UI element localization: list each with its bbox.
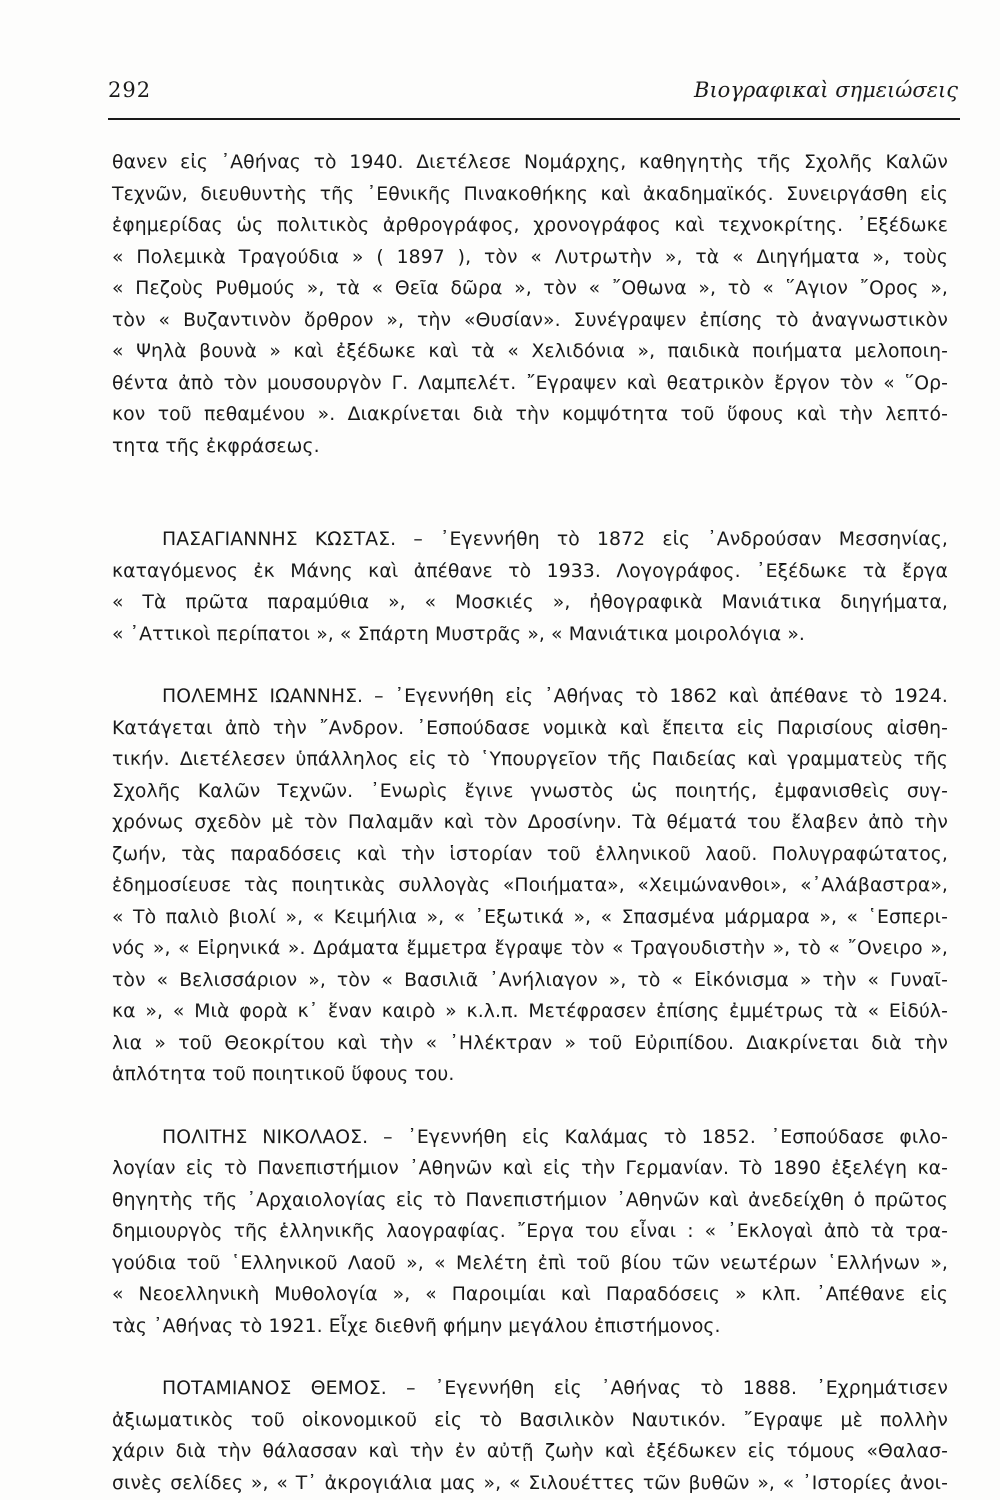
text-line: « Νεοελληνικὴ Μυθολογία », « Παροιμίαι καὶ Παραδόσεις » κλπ. ᾿Απέθανε εἰς [112,1284,948,1305]
running-head: Βιογραφικαὶ σημειώσεις [694,78,958,102]
page-header [108,78,958,114]
text-line: τικήν. Διετέλεσεν ὑπάλληλος εἰς τὸ ῾Υπουργεῖον τῆς Παιδείας καὶ γραμματεὺς τῆς [112,749,948,770]
text-line: γούδια τοῦ ῾Ελληνικοῦ Λαοῦ », « Μελέτη ἐπὶ τοῦ βίου τῶν νεωτέρων ῾Ελλήνων », [112,1252,948,1274]
text-line: τὰς ᾿Αθήνας τὸ 1921. Εἶχε διεθνῆ φήμην μεγάλου ἐπιστήμονος. [112,1315,721,1337]
entry-heading-line: ΠΟΛΕΜΗΣ ΙΩΑΝΝΗΣ. – ᾿Εγεννήθη εἰς ᾿Αθήνας τὸ 1862 καὶ ἀπέθανε τὸ 1924. [162,686,948,707]
text-line: ἁπλότητα τοῦ ποιητικοῦ ὕφους του. [112,1064,455,1085]
text-line: σινὲς σελίδες », « Τ᾿ ἀκρογιάλια μας », « Σιλουέττες τῶν βυθῶν », « ᾿Ιστορίες ἀνοι- [112,1472,948,1494]
text-line: Τεχνῶν, διευθυντὴς τῆς ᾿Εθνικῆς Πινακοθήκης καὶ ἀκαδημαϊκός. Συνειργάσθη εἰς [112,183,948,205]
text-line: « Πεζοὺς Ρυθμούς », τὰ « Θεῖα δῶρα », τὸν « ῎Οθωνα », τὸ « ῞Αγιον ῎Ορος », [112,278,948,299]
text-line: « ᾿Αττικοὶ περίπατοι », « Σπάρτη Μυστρᾶς », « Μανιάτικα μοιρολόγια ». [112,623,806,645]
entry-potamianos [112,1373,948,1499]
entry-gap [112,650,948,681]
text-line: ἐφημερίδας ὡς πολιτικὸς ἀρθρογράφος, χρονογράφος καὶ τεχνοκρίτης. ᾿Εξέδωκε [112,215,948,236]
entry-heading-line: ΠΟΛΙΤΗΣ ΝΙΚΟΛΑΟΣ. – ᾿Εγεννήθη εἰς Καλάμας τὸ 1852. ᾿Εσπούδασε φιλο- [162,1126,948,1148]
text-line: τὸν « Βυζαντινὸν ὄρθρον », τὴν «Θυσίαν». Συνέγραψεν ἐπίσης τὸ ἀναγνωστικὸν [112,309,948,331]
text-line: θηγητὴς τῆς ᾿Αρχαιολογίας εἰς τὸ Πανεπιστήμιον ᾿Αθηνῶν καὶ ἀνεδείχθη ὁ πρῶτος [112,1189,948,1211]
entry-gap [112,493,948,524]
text-line: νός », « Εἰρηνικά ». Δράματα ἔμμετρα ἔγραψε τὸν « Τραγουδιστὴν », τὸ « ῎Ονειρο », [112,938,948,959]
text-line: καταγόμενος ἐκ Μάνης καὶ ἀπέθανε τὸ 1933. Λογογράφος. ᾿Εξέδωκε τὰ ἔργα [112,560,948,582]
text-line: ἀξιωματικὸς τοῦ οἰκονομικοῦ εἰς τὸ Βασιλικὸν Ναυτικόν. ῎Εγραψε μὲ πολλὴν [112,1409,948,1431]
entry-polemis [112,681,948,1091]
entry-heading-line: ΠΟΤΑΜΙΑΝΟΣ ΘΕΜΟΣ. – ᾿Εγεννήθη εἰς ᾿Αθήνας τὸ 1888. ᾿Εχρημάτισεν [162,1378,948,1399]
text-line: χάριν διὰ τὴν θάλασσαν καὶ τὴν ἐν αὐτῇ ζωὴν καὶ ἐξέδωκεν εἰς τόμους «Θαλασ- [112,1441,948,1462]
text-line: « Πολεμικὰ Τραγούδια » ( 1897 ), τὸν « Λυτρωτὴν », τὰ « Διηγήματα », τοὺς [112,246,948,268]
text-line: « Τὰ πρῶτα παραμύθια », « Μοσκιές », ἠθογραφικὰ Μανιάτικα διηγήματα, [112,592,948,613]
text-line: « Τὸ παλιὸ βιολί », « Κειμήλια », « ᾿Εξωτικά », « Σπασμένα μάρμαρα », « ῾Εσπερι- [112,906,948,928]
header-rule [108,118,960,120]
text-line: κον τοῦ πεθαμένου ». Διακρίνεται διὰ τὴν κομψότητα τοῦ ὕφους καὶ τὴν λεπτό- [112,404,948,425]
text-line: χρόνως σχεδὸν μὲ τὸν Παλαμᾶν καὶ τὸν Δροσίνην. Τὰ θέματά του ἔλαβεν ἀπὸ τὴν [112,812,948,833]
text-line: λια » τοῦ Θεοκρίτου καὶ τὴν « ᾿Ηλέκτραν » τοῦ Εὐριπίδου. Διακρίνεται διὰ τὴν [112,1032,948,1054]
text-line: τὸν « Βελισσάριον », τὸν « Βασιλιᾶ ᾿Ανήλιαγον », τὸ « Εἰκόνισμα » τὴν « Γυναῖ- [112,969,948,991]
text-line: ἐδημοσίευσε τὰς ποιητικὰς συλλογὰς «Ποιήματα», «Χειμώνανθοι», «᾿Αλάβαστρα», [112,875,948,896]
entry-gap [112,462,948,493]
text-line: θέντα ἀπὸ τὸν μουσουργὸν Γ. Λαμπελέτ. ῎Εγραψεν καὶ θεατρικὸν ἔργον τὸν « ῞Ορ- [112,372,948,394]
text-line: τητα τῆς ἐκφράσεως. [112,435,320,457]
text-line: λογίαν εἰς τὸ Πανεπιστήμιον ᾿Αθηνῶν καὶ εἰς τὴν Γερμανίαν. Τὸ 1890 ἐξελέγη κα- [112,1158,948,1179]
page-number: 292 [108,78,152,102]
text-line: δημιουργὸς τῆς ἑλληνικῆς λαογραφίας. ῎Εργα του εἶναι : « ᾿Εκλογαὶ ἀπὸ τὰ τρα- [112,1221,948,1242]
entry-politis [112,1122,948,1343]
entry-pasagiannis [112,524,948,650]
text-line: θανεν εἰς ᾿Αθήνας τὸ 1940. Διετέλεσε Νομάρχης, καθηγητὴς τῆς Σχολῆς Καλῶν [112,152,948,173]
entry-gap [112,1091,948,1122]
body-text [112,147,948,1499]
entry-continuation [112,147,948,462]
text-line: Σχολῆς Καλῶν Τεχνῶν. ᾿Ενωρὶς ἔγινε γνωστὸς ὡς ποιητής, ἐμφανισθεὶς συγ- [112,780,948,802]
entry-gap [112,1342,948,1373]
text-line: « Ψηλὰ βουνὰ » καὶ ἐξέδωκε καὶ τὰ « Χελιδόνια », παιδικὰ ποιήματα μελοποιη- [112,341,948,362]
entry-heading-line: ΠΑΣΑΓΙΑΝΝΗΣ ΚΩΣΤΑΣ. – ᾿Εγεννήθη τὸ 1872 εἰς ᾿Ανδρούσαν Μεσσηνίας, [162,529,948,550]
text-line: ζωήν, τὰς παραδόσεις καὶ τὴν ἱστορίαν τοῦ ἑλληνικοῦ λαοῦ. Πολυγραφώτατος, [112,843,948,865]
text-line: Κατάγεται ἀπὸ τὴν ῎Ανδρον. ᾿Εσπούδασε νομικὰ καὶ ἔπειτα εἰς Παρισίους αἰσθη- [112,717,948,739]
text-line: κα », « Μιὰ φορὰ κ᾿ ἕναν καιρὸ » κ.λ.π. Μετέφρασεν ἐπίσης ἐμμέτρως τὰ « Εἰδύλ- [112,1001,948,1022]
